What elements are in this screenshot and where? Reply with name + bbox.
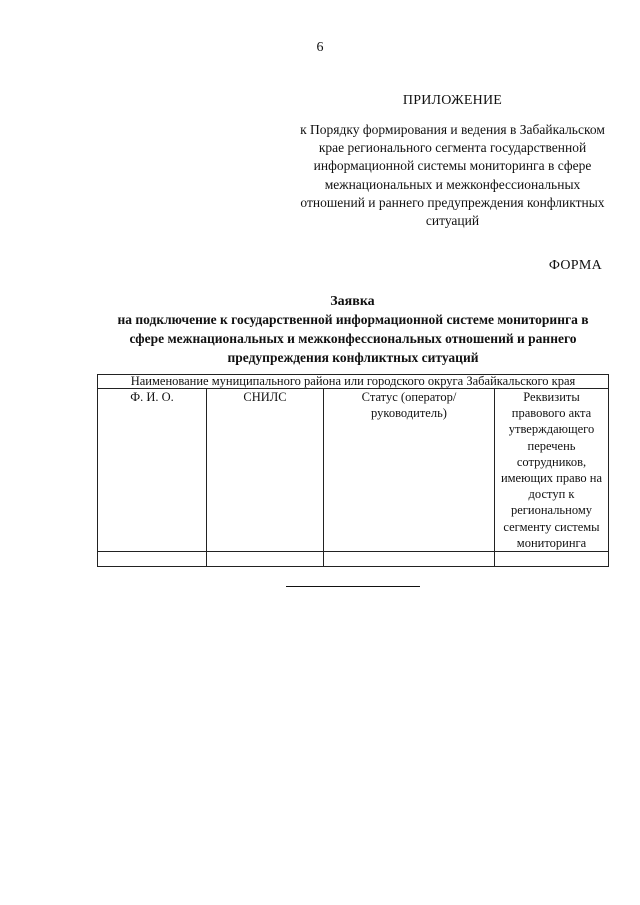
- appendix-description: к Порядку формирования и ведения в Забайкальском крае регионального сегмента государственной информационной системы мониторинга в сфере межнациональных и межконфессиональных отношений и раннего предупреждения конфликтных ситуаций: [300, 122, 605, 229]
- table-cell: [98, 552, 207, 567]
- column-header-legal-act: Реквизиты правового акта утверждающего перечень сотрудников, имеющих право на доступ к региональному сегменту системы мониторинга: [495, 389, 609, 552]
- end-divider-line: [286, 586, 420, 587]
- table-cell: [324, 552, 495, 567]
- table-region-row: [98, 375, 609, 389]
- document-title: Заявка: [330, 294, 375, 309]
- document-subtitle: на подключение к государственной информационной системе мониторинга в сфере межнациональных и межконфессиональных отношений и раннего предупреждения конфликтных ситуаций: [117, 312, 589, 365]
- column-header-fio: Ф. И. О.: [98, 389, 207, 552]
- table-region-header: Наименование муниципального района или городского округа Забайкальского края: [98, 375, 609, 389]
- table-header-row: [98, 389, 609, 552]
- appendix-title: ПРИЛОЖЕНИЕ: [402, 93, 503, 108]
- application-table: [97, 374, 609, 567]
- table-row: [98, 552, 609, 567]
- table-cell: [495, 552, 609, 567]
- page-number: 6: [316, 40, 324, 55]
- column-header-status: Статус (оператор/руководитель): [324, 389, 495, 552]
- column-header-snils: СНИЛС: [207, 389, 324, 552]
- form-label: ФОРМА: [548, 258, 602, 273]
- table-cell: [207, 552, 324, 567]
